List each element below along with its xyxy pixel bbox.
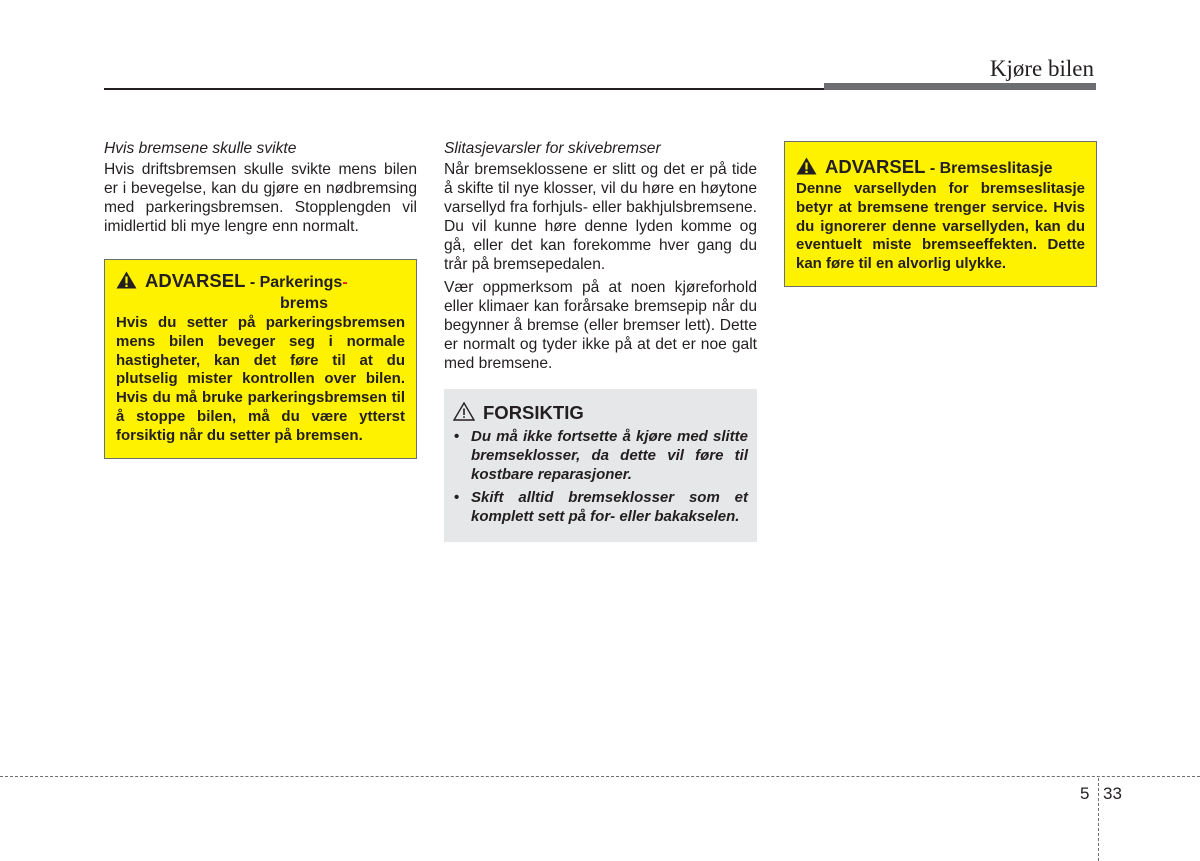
bullet: • <box>454 489 460 506</box>
caution-triangle-icon <box>453 402 475 421</box>
subheading-wear-indicator: Slitasjevarsler for skivebremser <box>444 140 661 157</box>
warning-hyphen: - <box>342 274 348 291</box>
column-right <box>784 141 1097 287</box>
column-middle <box>444 139 757 542</box>
warning-label: ADVARSEL <box>145 270 246 291</box>
footer-dashed-divider <box>1098 778 1099 861</box>
warning-body: Denne varsellyden for bremseslitasje betyr at bremsene trenger service. Hvis du ignorerer denne varsellyden, kan du eventuelt miste bremseeffekten. Dette kan føre til en alvorlig ulykke. <box>796 180 1085 273</box>
warning-triangle-icon <box>796 157 817 175</box>
warning-title <box>796 156 1085 180</box>
warning-subject-continued: brems <box>280 295 329 312</box>
header-accent-bar <box>824 83 1096 90</box>
column-left <box>104 139 417 459</box>
section-title: Kjøre bilen <box>989 56 1094 81</box>
caution-item-text: Du må ikke fortsette å kjøre med slitte bremseklosser, da dette vil føre til kostbare reparasjoner. <box>471 428 748 483</box>
warning-box-brake-wear <box>784 141 1097 287</box>
warning-title <box>116 270 405 294</box>
chapter-number: 5 <box>1080 784 1090 803</box>
paragraph-brake-failure: Hvis driftsbremsen skulle svikte mens bilen er i bevegelse, kan du gjøre en nødbremsing med parkeringsbremsen. Stopplengden vil imidlertid bli mye lengre enn normalt. <box>104 161 417 235</box>
caution-label: FORSIKTIG <box>483 402 584 423</box>
caution-item <box>453 488 748 526</box>
caution-box <box>444 389 757 542</box>
warning-subject: - Parkerings <box>245 274 343 291</box>
subheading-brake-failure: Hvis bremsene skulle svikte <box>104 140 297 157</box>
bullet: • <box>454 428 460 445</box>
warning-box-parking-brake <box>104 259 417 459</box>
footer-dashed-rule <box>0 776 1200 777</box>
warning-label: ADVARSEL <box>825 156 926 177</box>
warning-subject: - Bremseslitasje <box>925 160 1053 177</box>
paragraph-brake-squeal: Vær oppmerksom på at noen kjøreforhold eller klimaer kan forårsake bremsepip når du begynner å bremse (eller bremser lett). Dette er normalt og tyder ikke på at det er noe galt med bremsene. <box>444 279 757 372</box>
page-number: 33 <box>1103 784 1122 803</box>
caution-item-text: Skift alltid bremseklosser som et komplett sett på for- eller bakakselen. <box>471 489 748 525</box>
warning-body: Hvis du setter på parkeringsbremsen mens bilen beveger seg i normale hastigheter, kan det føre til at du plutselig mister kontrollen over bilen. Hvis du må bruke parkeringsbremsen til å stoppe bilen, må du være ytterst forsiktig når du setter på bremsen. <box>116 314 405 444</box>
caution-item <box>453 427 748 484</box>
warning-triangle-icon <box>116 271 137 289</box>
paragraph-wear-indicator: Når bremseklossene er slitt og det er på tide å skifte til nye klosser, vil du høre en høytone varsellyd fra forhjuls- eller bakhjulsbremsene. Du vil kunne høre denne lyden komme og gå, eller det kan forekomme hver gang du trår på bremsepedalen. <box>444 161 757 273</box>
caution-title <box>453 401 748 425</box>
caution-list <box>453 427 748 526</box>
